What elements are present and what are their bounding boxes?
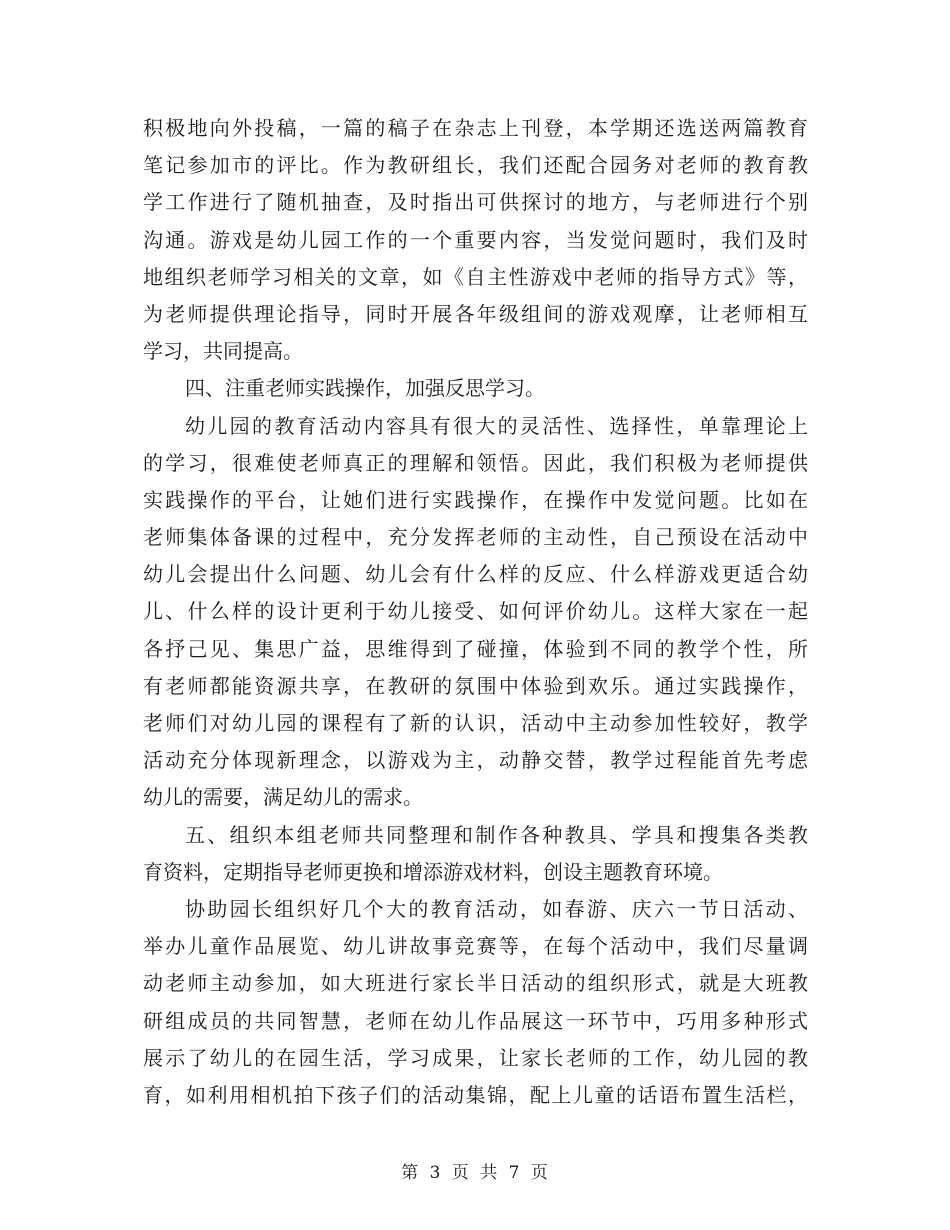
text-line: 研组成员的共同智慧，老师在幼儿作品展这一环节中，巧用多种形式 [143,1008,808,1033]
text-line: 四、注重老师实践操作，加强反思学习。 [185,376,545,401]
text-line: 育，如利用相机拍下孩子们的活动集锦，配上儿童的话语布置生活栏， [143,1082,808,1107]
text-line: 为老师提供理论指导，同时开展各年级组间的游戏观摩，让老师相互 [143,301,808,326]
text-line: 有老师都能资源共享，在教研的氛围中体验到欢乐。通过实践操作， [143,673,808,698]
document-body [143,110,808,1114]
text-line: 学习，共同提高。 [143,339,303,364]
text-line: 举办儿童作品展览、幼儿讲故事竞赛等，在每个活动中，我们尽量调 [143,934,808,959]
text-line: 实践操作的平台，让她们进行实践操作，在操作中发觉问题。比如在 [143,487,808,512]
text-line: 幼儿园的教育活动内容具有很大的灵活性、选择性，单靠理论上 [185,413,808,438]
text-line: 幼儿会提出什么问题、幼儿会有什么样的反应、什么样游戏更适合幼 [143,562,808,587]
text-line: 沟通。游戏是幼儿园工作的一个重要内容，当发觉问题时，我们及时 [143,227,808,252]
text-line: 各抒己见、集思广益，思维得到了碰撞，体验到不同的教学个性，所 [143,636,808,661]
text-line: 动老师主动参加，如大班进行家长半日活动的组织形式，就是大班教 [143,971,808,996]
page-number-footer: 第 3 页 共 7 页 [401,1163,549,1183]
text-line: 儿、什么样的设计更利于幼儿接受、如何评价幼儿。这样大家在一起 [143,599,808,624]
text-line: 五、组织本组老师共同整理和制作各种教具、学具和搜集各类教 [185,822,808,847]
text-line: 学工作进行了随机抽查，及时指出可供探讨的地方，与老师进行个别 [143,190,808,215]
text-line: 活动充分体现新理念，以游戏为主，动静交替，教学过程能首先考虑 [143,748,808,773]
text-line: 老师们对幼儿园的课程有了新的认识，活动中主动参加性较好，教学 [143,711,808,735]
text-line: 展示了幼儿的在园生活，学习成果，让家长老师的工作，幼儿园的教 [143,1045,808,1070]
text-line: 的学习，很难使老师真正的理解和领悟。因此，我们积极为老师提供 [143,450,808,475]
text-line: 地组织老师学习相关的文章，如《自主性游戏中老师的指导方式》等， [143,264,808,289]
text-line: 老师集体备课的过程中，充分发挥老师的主动性，自己预设在活动中 [143,525,808,550]
text-line: 协助园长组织好几个大的教育活动，如春游、庆六一节日活动、 [185,896,808,921]
text-line: 积极地向外投稿，一篇的稿子在杂志上刊登，本学期还选送两篇教育 [143,116,808,140]
text-line: 育资料，定期指导老师更换和增添游戏材料，创设主题教育环境。 [143,859,723,884]
text-line: 幼儿的需要，满足幼儿的需求。 [143,785,423,810]
text-line: 笔记参加市的评比。作为教研组长，我们还配合园务对老师的教育教 [143,153,808,178]
